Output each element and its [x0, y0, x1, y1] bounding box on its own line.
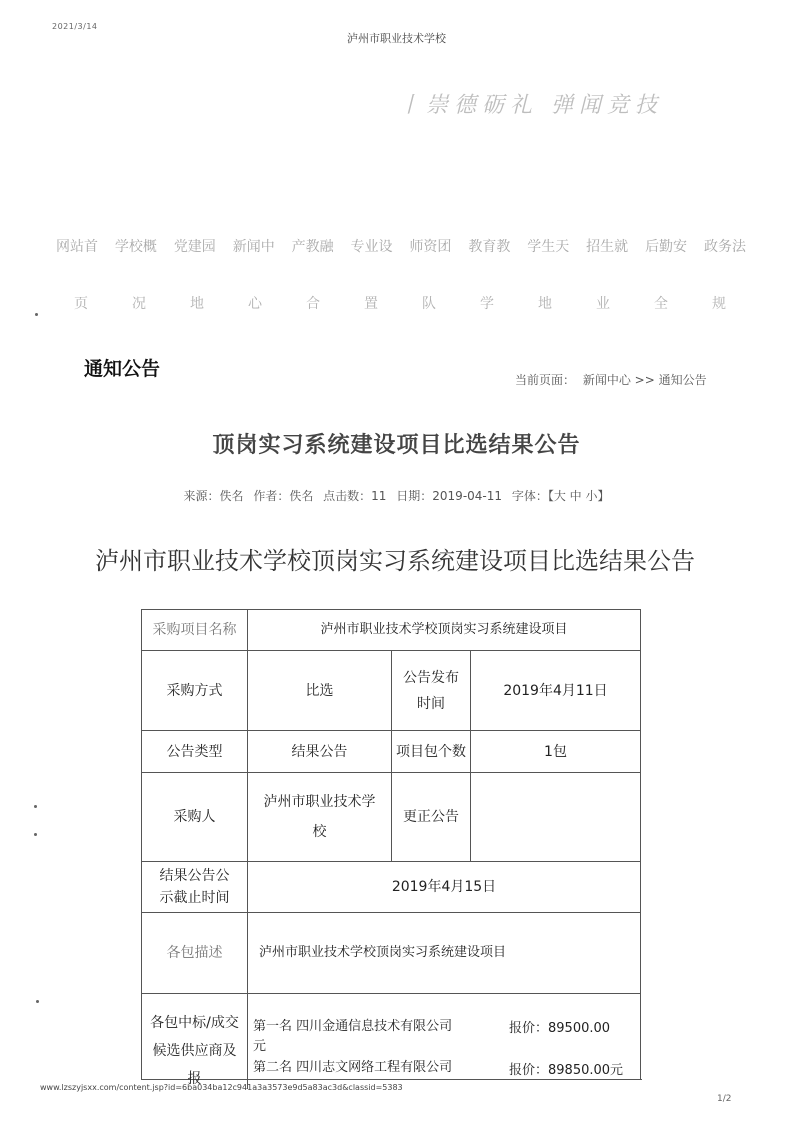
- project-name-label: 采购项目名称: [152, 622, 237, 638]
- nav-item-students[interactable]: 学生天: [527, 239, 570, 255]
- breadcrumb-prefix: 当前页面：: [515, 373, 576, 387]
- publish-time-label: 公告发布时间: [403, 669, 459, 712]
- nav-item-overview[interactable]: 学校概: [114, 239, 157, 255]
- nav-line2-char: 置: [364, 296, 378, 312]
- meta-clicks: 点击数：11: [323, 489, 387, 503]
- nav-line2-char: 地: [190, 296, 204, 312]
- nav-item-admissions[interactable]: 招生就: [586, 239, 629, 255]
- type-label: 公告类型: [166, 743, 223, 760]
- scan-speck: [36, 1000, 39, 1003]
- nav-item-home[interactable]: 网站首: [56, 239, 98, 255]
- nav-item-faculty[interactable]: 师资团: [409, 239, 452, 255]
- correction-value: [471, 773, 640, 861]
- nav-item-teaching[interactable]: 教育教: [468, 239, 511, 255]
- nav-item-party[interactable]: 党建园: [173, 239, 216, 255]
- meta-date: 日期：2019-04-11: [396, 489, 503, 503]
- package-desc-value: 泸州市职业技术学校顶岗实习系统建设项目: [259, 945, 507, 960]
- publish-time-value: 2019年4月11日: [503, 682, 608, 699]
- nav-item-industry[interactable]: 产教融: [291, 239, 334, 255]
- school-slogan: 丨崇德砺礼 弹闻竞技: [398, 93, 663, 118]
- winner-2-name: 第二名 四川志文网络工程有限公司: [253, 1060, 453, 1075]
- meta-author: 作者：佚名: [253, 489, 314, 503]
- nav-item-policy[interactable]: 政务法: [703, 239, 746, 255]
- section-title: 通知公告: [84, 358, 161, 380]
- nav-line2-char: 心: [248, 296, 262, 312]
- deadline-label: 结果公告公示截止时间: [159, 868, 230, 906]
- breadcrumb-path[interactable]: 新闻中心 >> 通知公告: [582, 373, 707, 387]
- nav-line2-char: 学: [480, 296, 494, 312]
- article-title: 顶岗实习系统建设项目比选结果公告: [212, 433, 581, 458]
- main-nav: [56, 236, 746, 256]
- nav-line2-char: 地: [538, 296, 552, 312]
- footer-url: www.lzszyjsxx.com/content.jsp?id=6ba034ba12c941a3a3573e9d5a83ac3d&classid=5383: [40, 1083, 403, 1092]
- winner-1-unit: 元: [253, 1039, 267, 1054]
- nav-line2-char: 况: [132, 296, 146, 312]
- package-count-label: 项目包个数: [396, 743, 466, 760]
- nav-line2-char: 全: [654, 296, 668, 312]
- procurement-table: [141, 609, 641, 1087]
- scan-speck: [35, 313, 38, 316]
- nav-line2-char: 合: [306, 296, 320, 312]
- winner-1-name: 第一名 四川金通信息技术有限公司: [253, 1019, 453, 1034]
- nav-line2-char: 队: [422, 296, 436, 312]
- document-heading: 泸州市职业技术学校顶岗实习系统建设项目比选结果公告: [95, 547, 695, 575]
- scan-speck: [34, 833, 37, 836]
- nav-line2-char: 业: [596, 296, 610, 312]
- nav-line2-char: 规: [712, 296, 726, 312]
- print-date: 2021/3/14: [52, 22, 98, 31]
- winners-label: 各包中标/成交候选供应商及报: [150, 1015, 239, 1087]
- breadcrumb: [515, 371, 711, 388]
- nav-item-logistics[interactable]: 后勤安: [645, 239, 688, 255]
- article-meta: [0, 487, 793, 504]
- project-name-value: 泸州市职业技术学校顶岗实习系统建设项目: [320, 622, 568, 637]
- deadline-value: 2019年4月15日: [391, 879, 497, 895]
- purchaser-label: 采购人: [173, 809, 216, 825]
- meta-source: 来源：佚名: [183, 489, 244, 503]
- scan-speck: [34, 805, 37, 808]
- correction-label: 更正公告: [403, 809, 459, 825]
- method-label: 采购方式: [166, 682, 223, 699]
- winner-1-price: 报价：89500.00: [509, 1021, 611, 1036]
- method-value: 比选: [305, 682, 334, 699]
- type-value: 结果公告: [291, 743, 348, 760]
- font-size-switcher[interactable]: 字体：【大 中 小】: [511, 489, 610, 503]
- winner-2-price: 报价：89850.00元: [509, 1063, 624, 1078]
- page-number: 1/2: [717, 1094, 732, 1104]
- print-page-title: 泸州市职业技术学校: [347, 32, 446, 45]
- main-nav-second-line: [70, 293, 730, 313]
- nav-item-news[interactable]: 新闻中: [232, 239, 275, 255]
- nav-item-majors[interactable]: 专业设: [350, 239, 393, 255]
- nav-line2-char: 页: [74, 296, 88, 312]
- package-desc-label: 各包描述: [166, 945, 223, 961]
- purchaser-value: 泸州市职业技术学校: [263, 794, 376, 840]
- package-count-value: 1包: [544, 743, 567, 760]
